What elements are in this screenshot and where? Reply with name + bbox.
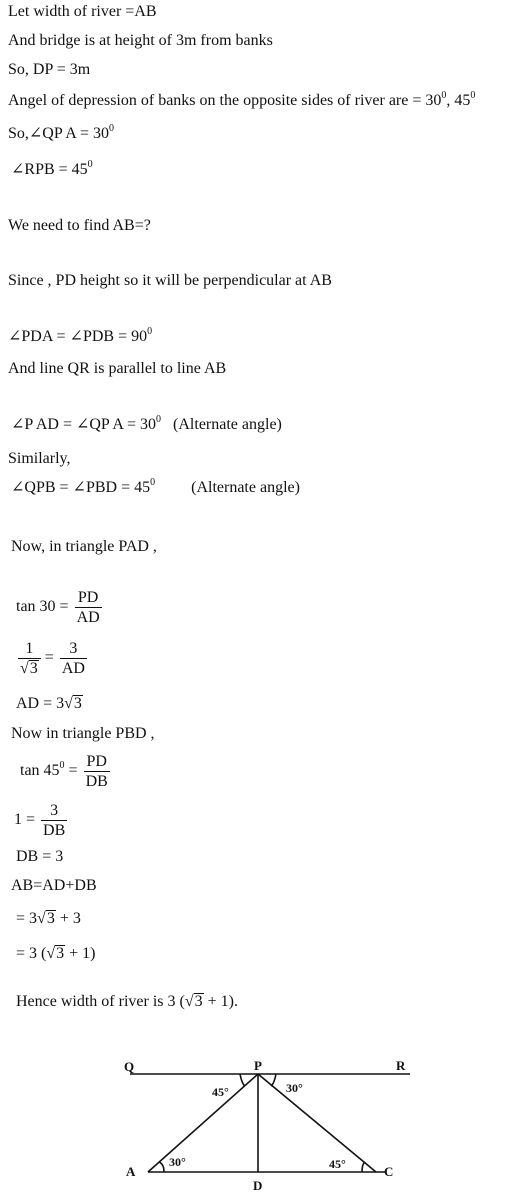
text: Let width of river =AB [8,3,157,20]
eq-db [16,847,63,867]
line-angle-qpa [8,124,114,144]
eq-tan30 [16,588,102,627]
line-alt-angle-pad [11,415,282,435]
text: tan 45 [20,762,60,780]
radicand: 3 [29,660,38,677]
text: DB = 3 [16,848,64,865]
numerator: 1 [25,640,34,657]
denominator: AD [61,660,85,677]
angle-label-30-a: 30° [169,1155,186,1169]
degree-sup: 0 [147,326,153,337]
label-c: C [384,1164,394,1179]
text: ∠P AD = ∠QP A = 30 [11,416,157,433]
fraction [60,639,87,678]
eq-one-eq [14,801,67,840]
line-angles-depression [8,91,475,111]
radicand: 3 [194,993,203,1010]
numerator: PD [86,753,107,770]
text: ∠PDA = ∠PDB = 90 [8,328,148,345]
text: AB=AD+DB [11,877,97,894]
numerator: 3 [50,802,59,819]
text: Similarly, [8,450,71,467]
arc-c [362,1162,365,1172]
line-parallel [8,359,226,379]
angle-label-45-c: 45° [329,1157,346,1171]
eq-ab-step1: = 3√3 + 3 [16,910,81,927]
degree-sup: 0 [59,760,65,772]
text: So,∠QP A = 30 [8,125,109,142]
text: Since , PD height so it will be perpendicular at AB [8,272,332,289]
text: = 3 [16,910,38,927]
denominator: DB [85,773,108,790]
line-bridge-height [8,31,273,51]
arc-a [159,1162,164,1172]
text: ∠RPB = 45 [11,161,88,178]
line-similarly [8,449,71,469]
radicand: 3 [73,695,82,712]
label-a: A [126,1164,136,1179]
line-triangle-pbd [11,724,155,744]
numerator: PD [77,589,99,606]
text: We need to find AB=? [8,217,151,234]
denominator: DB [43,822,66,839]
bridge-diagram [108,1052,418,1197]
text: AD = 3 [16,695,65,712]
text: And line QR is parallel to line AB [8,360,227,377]
arc-right-top [271,1074,276,1086]
text: + 1). [203,993,238,1010]
text: So, DP = 3m [8,61,91,78]
line-find-ab [8,216,151,236]
text: Hence width of river is 3 ( [16,993,185,1010]
text: 1 = [14,811,36,829]
fraction [41,801,67,840]
line-pc [258,1074,376,1172]
fraction [18,639,41,678]
line-triangle-pad [11,537,157,557]
line-perpendicular [8,271,332,291]
label-d: D [253,1178,263,1193]
line-dp [8,60,90,80]
degree-sup: 0 [108,123,114,134]
angle-label-30-top: 30° [286,1081,303,1095]
radicand: 3 [56,945,65,962]
eq-tan45 [20,752,110,791]
denominator: √3 [18,658,41,678]
degree-sup: 0 [87,159,93,170]
text: Angel of depression of banks on the opposite sides of river are = 30 [8,92,442,109]
label-r: R [396,1058,406,1073]
fraction [84,752,110,791]
degree-sup: 0 [150,477,156,488]
eq-ab-sum [11,876,97,896]
degree-sup: 0 [470,90,476,101]
eq-one-over-root3 [16,639,87,678]
label-q: Q [124,1059,135,1074]
text: = [64,762,78,780]
line-right-angles [8,327,152,347]
text: tan 30 = [16,598,69,616]
numerator: 3 [69,640,78,657]
denominator: AD [76,609,100,626]
arc-left-top [240,1074,245,1086]
line-pa [148,1074,258,1172]
text: + 3 [55,910,81,927]
text: And bridge is at height of 3m from banks [8,32,273,49]
text: Now in triangle PBD , [11,725,155,742]
text: + 1) [65,945,96,962]
text: Now, in triangle PAD , [11,538,157,555]
fraction [75,588,102,627]
eq-ab-step2: = 3 (√3 + 1) [16,945,96,962]
line-angle-rpb [11,160,93,180]
radicand: 3 [46,910,55,927]
degree-sup: 0 [156,414,162,425]
eq-ad: AD = 3√3 [16,695,82,712]
angle-label-45-top: 45° [212,1085,229,1099]
text: = 3 ( [16,945,47,962]
line-conclusion: Hence width of river is 3 (√3 + 1). [16,993,238,1010]
degree-sup: 0 [441,90,447,101]
alternate-angle-note: (Alternate angle) [173,416,282,433]
text: , 45 [446,92,471,109]
alternate-angle-note: (Alternate angle) [191,479,300,496]
line-river-width [8,2,157,22]
text: ∠QPB = ∠PBD = 45 [11,479,151,496]
label-p: P [254,1058,262,1073]
line-alt-angle-qpb [11,478,300,498]
text: = [44,649,54,667]
